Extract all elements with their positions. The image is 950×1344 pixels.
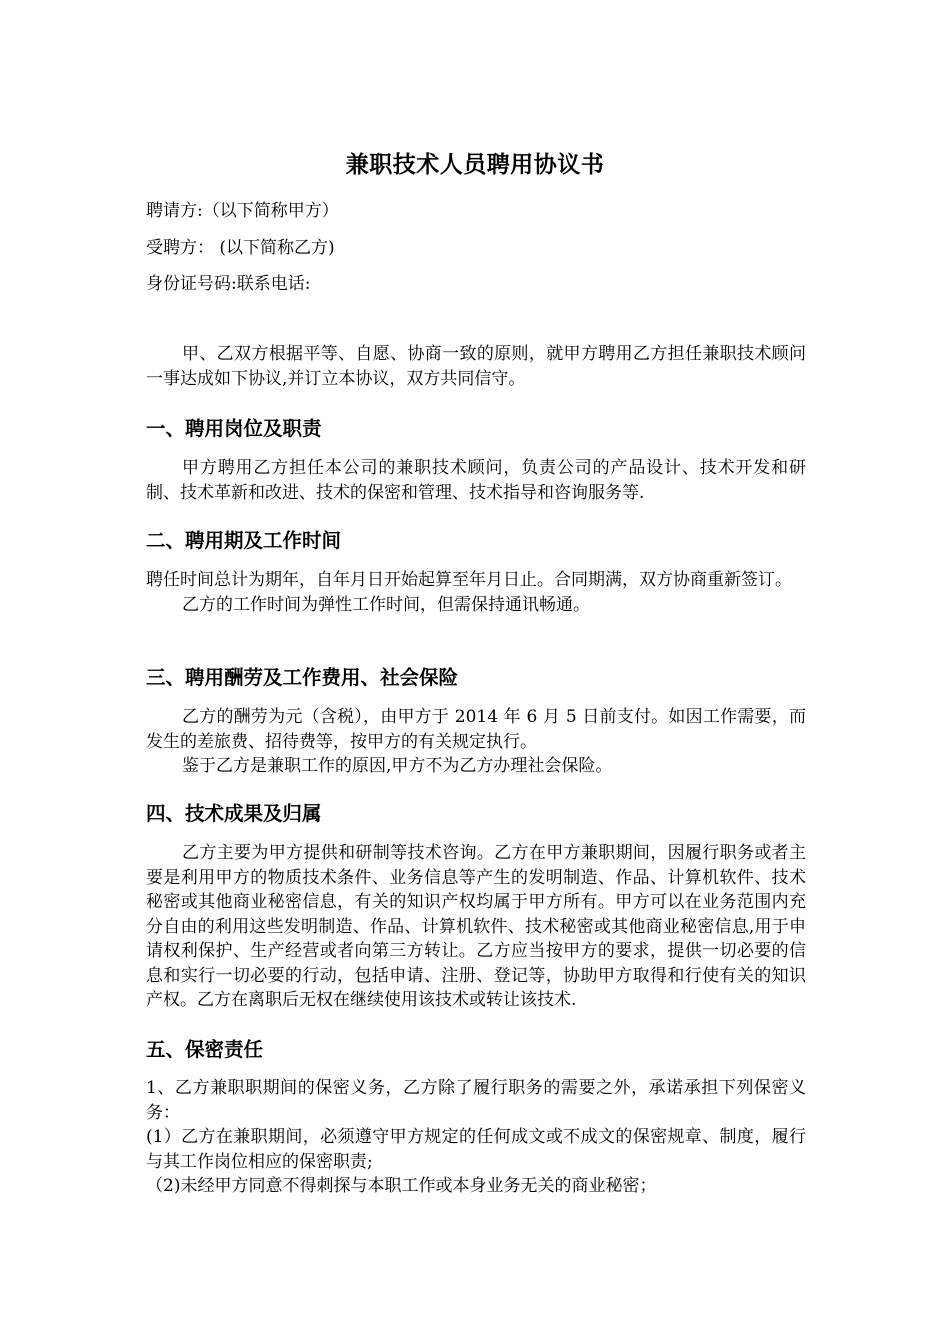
section-1-body [146,456,806,505]
section-2-paragraph-2: 乙方的工作时间为弹性工作时间，但需保持通讯畅通。 [182,594,590,615]
section-5-paragraph-2: (1）乙方在兼职期间，必须遵守甲方规定的任何成文或不成文的保密规章、制度，履行与其工作岗位相应的保密职责; [146,1127,806,1172]
section-5-paragraph-1: 1、乙方兼职职期间的保密义务，乙方除了履行职务的需要之外，承诺承担下列保密义务： [146,1078,806,1123]
section-4-paragraph-1: 乙方主要为甲方提供和研制等技术咨询。乙方在甲方兼职期间，因履行职务或者主要是利用甲方的物质技术条件、业务信息等产生的发明制造、作品、计算机软件、技术秘密或其他商业秘密信息，有关的知识产权均属于甲方所有。甲方可以在业务范围内充分自由的利用这些发明制造、作品、计算机软件、技术秘密或其他商业秘密信息,用于申请权利保护、生产经营或者向第三方转让。乙方应当按甲方的要求，提供一切必要的信息和实行一切必要的行动，包括申请、注册、登记等，协助甲方取得和行使有关的知识产权。乙方在离职后无权在继续使用该技术或转让该技术. [146,843,806,1010]
section-3-heading: 三、聘用酬劳及工作费用、社会保险 [146,666,459,689]
employer-line: 聘请方:（以下简称甲方） [146,201,339,221]
section-3-paragraph-1: 乙方的酬劳为元（含税），由甲方于 2014 年 6 月 5 日前支付。如因工作需要，而发生的差旅费、招待费等，按甲方的有关规定执行。 [146,707,806,752]
section-2-heading: 二、聘用期及工作时间 [146,529,342,552]
intro-block [146,342,806,391]
document-title: 兼职技术人员聘用协议书 [345,152,605,178]
section-4-heading: 四、技术成果及归属 [146,802,322,825]
section-3-body [146,705,806,779]
intro-paragraph: 甲、乙双方根据平等、自愿、协商一致的原则，就甲方聘用乙方担任兼职技术顾问一事达成如下协议,并订立本协议，双方共同信守。 [146,344,806,389]
section-3-paragraph-2: 鉴于乙方是兼职工作的原因,甲方不为乙方办理社会保险。 [182,756,613,776]
section-1-paragraph-1: 甲方聘用乙方担任本公司的兼职技术顾问，负责公司的产品设计、技术开发和研制、技术革新和改进、技术的保密和管理、技术指导和咨询服务等. [146,458,806,503]
section-4-body [146,841,806,1013]
section-5-body [146,1076,806,1199]
employee-line: 受聘方： (以下简称乙方) [146,238,335,258]
section-2-paragraph-1: 聘任时间总计为期年，自年月日开始起算至年月日止。合同期满，双方协商重新签订。 [146,570,792,590]
section-5-paragraph-3: （2)未经甲方同意不得刺探与本职工作或本身业务无关的商业秘密； [146,1176,657,1196]
section-5-heading: 五、保密责任 [146,1038,264,1061]
section-2-body [146,568,806,617]
id-phone-line: 身份证号码:联系电话: [146,274,311,294]
section-1-heading: 一、聘用岗位及职责 [146,417,322,440]
